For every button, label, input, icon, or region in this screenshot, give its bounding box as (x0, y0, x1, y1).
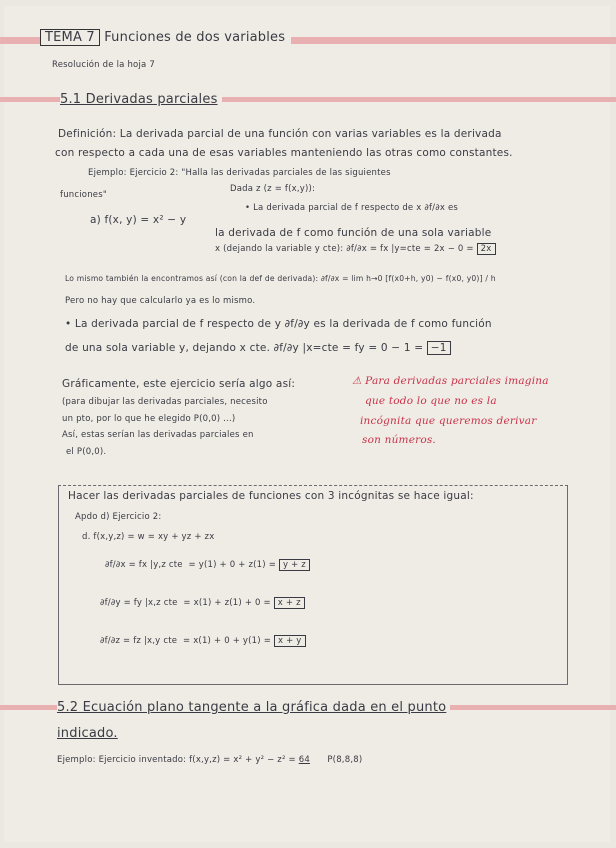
section2-example (57, 755, 362, 765)
red-note: incógnita que queremos derivar (360, 415, 537, 427)
bullet-x: • La derivada parcial de f respecto de x ∂f/∂x es (245, 203, 459, 213)
result-x: 2x (477, 243, 496, 255)
partial-rhs: = y(1) + 0 + z(1) = (188, 560, 277, 570)
subtitle: Resolución de la hoja 7 (52, 60, 155, 70)
deriv-x-text: x (dejando la variable y cte): ∂f/∂x = fx |y=cte = 2x − 0 = (215, 244, 474, 254)
deriv-y-text: de una sola variable y, dejando x cte. ∂f/∂y |x=cte = fy = 0 − 1 = (65, 342, 424, 354)
given: Dada z (z = f(x,y)): (230, 184, 316, 194)
graphic-line: Gráficamente, este ejercicio sería algo así: (62, 378, 296, 390)
box-ref: Apdo d) Ejercicio 2: (75, 512, 162, 522)
example-value: 64 (298, 755, 310, 765)
no-need: Pero no hay que calcularlo ya es lo mismo. (65, 296, 256, 306)
example-line: Ejemplo: Ejercicio 2: "Halla las derivadas parciales de las siguientes (88, 168, 391, 178)
box-function: d. f(x,y,z) = w = xy + yz + zx (82, 532, 215, 542)
partial-row (105, 560, 310, 570)
partial-rhs: = x(1) + 0 + y(1) = (182, 636, 272, 646)
definition-line: Definición: La derivada parcial de una función con varias variables es la derivada (58, 128, 502, 140)
section2-title: 5.2 Ecuación plano tangente a la gráfica dada en el punto (57, 700, 450, 715)
graphic-line: un pto, por lo que he elegido P(0,0) ...) (62, 414, 236, 424)
red-note: que todo lo que no es la (365, 395, 497, 407)
partial-result: x + z (274, 597, 305, 609)
partial-result: x + y (274, 635, 306, 647)
graphic-line: el P(0,0). (66, 447, 107, 457)
tema-title: Funciones de dos variables (104, 30, 286, 45)
partial-rhs: = x(1) + z(1) + 0 = (183, 598, 271, 608)
example-point: P(8,8,8) (327, 755, 363, 765)
partial-lhs: ∂f/∂x = fx |y,z cte (105, 560, 183, 570)
deriv-y (65, 342, 451, 354)
red-note: son números. (362, 434, 436, 446)
box-intro: Hacer las derivadas parciales de funciones con 3 incógnitas se hace igual: (68, 490, 474, 502)
section-title: 5.1 Derivadas parciales (60, 92, 222, 107)
example-line: funciones" (60, 190, 107, 200)
tema-label: TEMA 7 (40, 29, 100, 46)
header (40, 30, 291, 45)
function-a: a) f(x, y) = x² − y (90, 214, 187, 226)
limit-line: Lo mismo también la encontramos así (con la def de derivada): ∂f/∂x = lim h→0 [f(x0+h, y0) − f(x0, y0)] / h (65, 274, 496, 283)
partial-lhs: ∂f/∂y = fy |x,z cte (100, 598, 178, 608)
section2-title-cont: indicado. (57, 726, 118, 741)
deriv-x: la derivada de f como función de una sola variable (215, 227, 492, 239)
example-text: Ejemplo: Ejercicio inventado: f(x,y,z) = x² + y² − z² = (57, 755, 296, 765)
bullet-y: • La derivada parcial de f respecto de y ∂f/∂y es la derivada de f como función (65, 318, 492, 330)
deriv-x (215, 244, 496, 254)
partial-row (100, 636, 306, 646)
definition-line: con respecto a cada una de esas variables manteniendo las otras como constantes. (55, 147, 513, 159)
red-note: ⚠ Para derivadas parciales imagina (352, 375, 549, 387)
partial-result: y + z (279, 559, 310, 571)
graphic-line: Así, estas serían las derivadas parciales en (62, 430, 254, 440)
result-y: −1 (427, 341, 451, 355)
partial-lhs: ∂f/∂z = fz |x,y cte (100, 636, 178, 646)
graphic-line: (para dibujar las derivadas parciales, necesito (62, 397, 268, 407)
partial-row (100, 598, 305, 608)
